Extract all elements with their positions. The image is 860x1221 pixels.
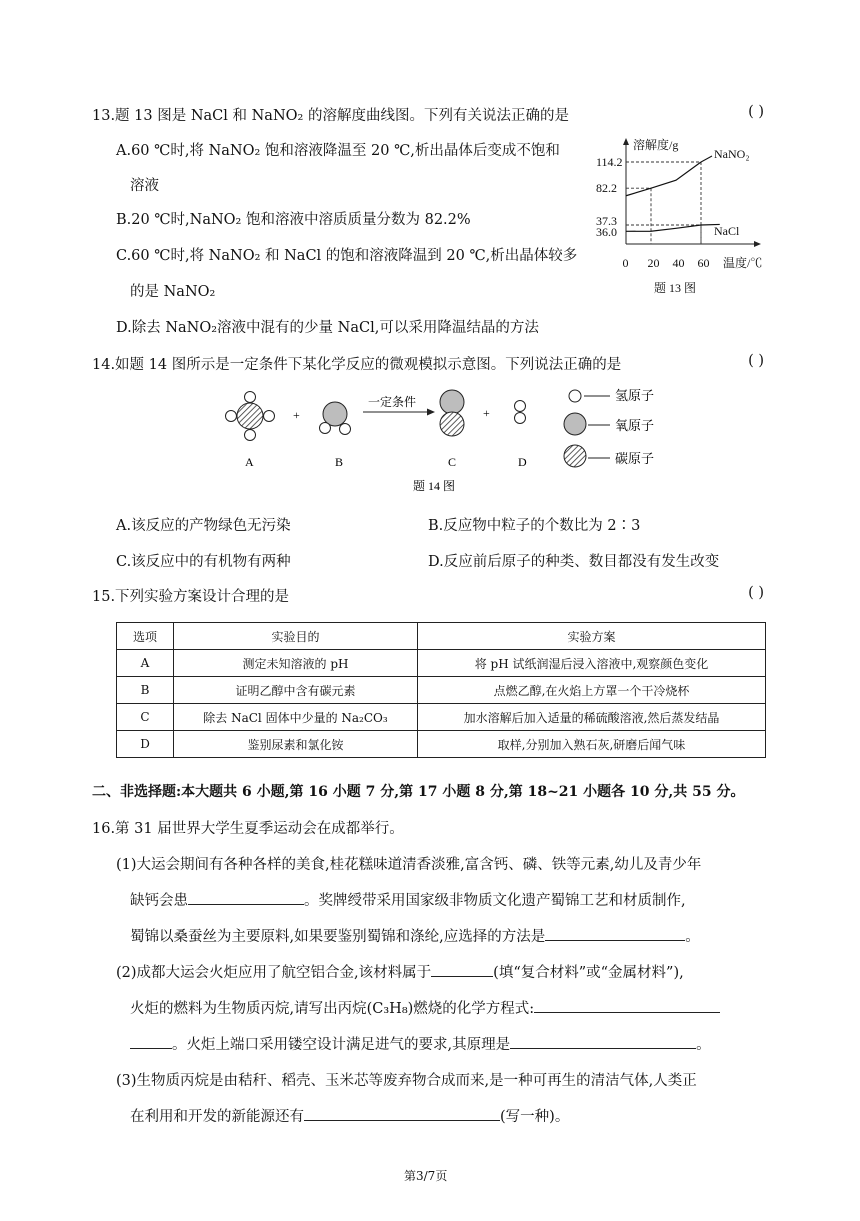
plus-sign-1: +: [293, 408, 300, 422]
table-cell: 加水溶解后加入适量的稀硫酸溶液,然后蒸发结晶: [418, 704, 766, 731]
table-row: [117, 677, 766, 704]
q16-part1-line2: [130, 889, 686, 910]
table-cell: D: [117, 731, 174, 758]
chart-x-tick-label: 0: [622, 256, 629, 270]
table-cell: 将 pH 试纸润湿后浸入溶液中,观察颜色变化: [418, 650, 766, 677]
chart-x-tick-label: 60: [697, 256, 710, 270]
label-d: D: [518, 455, 527, 469]
label-a: A: [245, 455, 254, 469]
table-cell: B: [117, 677, 174, 704]
table-cell: A: [117, 650, 174, 677]
q16-part3-text: 在利用和开发的新能源还有: [130, 1109, 304, 1125]
table-cell: 证明乙醇中含有碳元素: [174, 677, 418, 704]
q14-answer-paren: ( ): [748, 353, 764, 369]
table-cell: 鉴别尿素和氯化铵: [174, 731, 418, 758]
table-cell: 除去 NaCl 固体中少量的 Na₂CO₃: [174, 704, 418, 731]
molecule-d: [515, 401, 526, 424]
table-cell: C: [117, 704, 174, 731]
q13-stem: 13.题 13 图是 NaCl 和 NaNO₂ 的溶解度曲线图。下列有关说法正确的是: [92, 108, 569, 124]
q13-option-b: B.20 ℃时,NaNO₂ 饱和溶液中溶质质量分数为 82.2%: [116, 212, 471, 228]
chart-series-leader: [701, 156, 712, 162]
legend-hydrogen: 氢原子: [615, 388, 655, 403]
table-row: [117, 731, 766, 758]
q13-option-d: D.除去 NaNO₂溶液中混有的少量 NaCl,可以采用降温结晶的方法: [116, 320, 539, 336]
table-cell: 测定未知溶液的 pH: [174, 650, 418, 677]
answer-blank[interactable]: [545, 926, 685, 941]
chart-y-axis-label: 溶解度/g: [633, 138, 679, 152]
plus-sign-2: +: [483, 406, 490, 420]
chart-y-tick-label: 37.3: [596, 214, 617, 228]
q16-part2-line2: [130, 997, 720, 1018]
q16-part2-line3: [130, 1033, 711, 1054]
q16-part1-text: 缺钙会患: [130, 893, 188, 909]
section-2-title: 二、非选择题:本大题共 6 小题,第 16 小题 7 分,第 17 小题 8 分,第 18~21 小题各 10 分,共 55 分。: [92, 784, 745, 800]
chart-y-tick-label: 36.0: [596, 225, 617, 240]
q16-part1-line3: [130, 925, 700, 946]
table-row: [117, 704, 766, 731]
chart-series-line: [626, 224, 720, 231]
q16-part2-text: (填“复合材料”或“金属材料”),: [493, 965, 684, 981]
table-cell: 取样,分别加入熟石灰,研磨后闻气味: [418, 731, 766, 758]
q16-part2-text: (2)成都大运会火炬应用了航空铝合金,该材料属于: [116, 965, 432, 981]
chart-x-axis-label: 温度/℃: [723, 256, 763, 270]
chart-x-tick-label: 20: [647, 256, 660, 270]
label-c: C: [448, 455, 457, 469]
molecule-a: [226, 392, 275, 441]
q16-part2-text: 火炬的燃料为生物质丙烷,请写出丙烷(C₃H₈)燃烧的化学方程式:: [130, 1001, 535, 1017]
q15-stem: 15.下列实验方案设计合理的是: [92, 589, 290, 605]
header-plan: 实验方案: [418, 623, 766, 650]
q16-part1-text: 。: [685, 929, 700, 945]
answer-blank[interactable]: [188, 890, 304, 905]
label-b: B: [335, 455, 344, 469]
q16-part1-text: 蜀锦以桑蚕丝为主要原料,如果要鉴别蜀锦和涤纶,应选择的方法是: [130, 929, 546, 945]
atom-legend: [564, 388, 654, 467]
q13-option-a: A.60 ℃时,将 NaNO₂ 饱和溶液降温至 20 ℃,析出晶体后变成不饱和: [116, 143, 560, 159]
table-cell: 点燃乙醇,在火焰上方罩一个干冷烧杯: [418, 677, 766, 704]
q16-part3-text: (写一种)。: [500, 1109, 570, 1125]
q16-part2-line1: [116, 961, 684, 982]
q16-part2-text: 。: [696, 1037, 711, 1053]
reaction-condition: 一定条件: [368, 395, 417, 409]
q16-part3-line2: [130, 1105, 569, 1126]
q14-figure-caption: 题 14 图: [413, 479, 456, 493]
q16-part1-line1: (1)大运会期间有各种各样的美食,桂花糕味道清香淡雅,富含钙、磷、铁等元素,幼儿及青少年: [116, 857, 702, 873]
header-option: 选项: [117, 623, 174, 650]
legend-oxygen: 氧原子: [615, 418, 655, 433]
table-header-row: [117, 623, 766, 650]
legend-carbon: 碳原子: [615, 451, 655, 466]
chart-series-label: NaCl: [714, 224, 740, 238]
experiment-table: [116, 622, 766, 758]
q14-option-b: B.反应物中粒子的个数比为 2∶3: [428, 518, 641, 534]
q13-option-c: C.60 ℃时,将 NaNO₂ 和 NaCl 的饱和溶液降温到 20 ℃,析出晶体较多: [116, 248, 578, 264]
chart-guide-line: [626, 188, 651, 244]
chart-series-label: NaNO₂: [714, 147, 750, 161]
answer-blank[interactable]: [534, 998, 720, 1013]
q15-answer-paren: ( ): [748, 585, 764, 601]
q16-part2-text: 。火炬上端口采用镂空设计满足进气的要求,其原理是: [172, 1037, 511, 1053]
chart-y-tick-label: 114.2: [596, 155, 623, 169]
q16-part3-line1: (3)生物质丙烷是由秸秆、稻壳、玉米芯等废弃物合成而来,是一种可再生的清洁气体,人类正: [116, 1073, 697, 1089]
q16-stem: 16.第 31 届世界大学生夏季运动会在成都举行。: [92, 821, 404, 837]
q16-part1-text: 。奖牌绶带采用国家级非物质文化遗产蜀锦工艺和材质制作,: [304, 893, 686, 909]
chart-y-tick-label: 82.2: [596, 181, 617, 196]
page-number: 第3/7页: [404, 1169, 448, 1183]
answer-blank[interactable]: [304, 1106, 500, 1121]
chart-series-line: [626, 162, 701, 196]
q13-option-c-cont: 的是 NaNO₂: [130, 284, 216, 300]
answer-blank[interactable]: [510, 1034, 696, 1049]
q13-option-a-cont: 溶液: [130, 178, 159, 194]
header-purpose: 实验目的: [174, 623, 418, 650]
q13-answer-paren: ( ): [748, 104, 764, 120]
reaction-diagram: [215, 384, 685, 496]
answer-blank[interactable]: [130, 1034, 172, 1049]
table-row: [117, 650, 766, 677]
solubility-chart: [596, 134, 786, 304]
q13-figure-caption: 题 13 图: [654, 281, 697, 295]
q14-option-d: D.反应前后原子的种类、数目都没有发生改变: [428, 554, 720, 570]
answer-blank[interactable]: [431, 962, 493, 977]
molecule-b: [320, 402, 351, 435]
q14-stem: 14.如题 14 图所示是一定条件下某化学反应的微观模拟示意图。下列说法正确的是: [92, 357, 622, 373]
q14-option-c: C.该反应中的有机物有两种: [116, 554, 291, 570]
q14-option-a: A.该反应的产物绿色无污染: [116, 518, 291, 534]
chart-x-tick-label: 40: [672, 256, 685, 270]
molecule-c: [440, 390, 464, 436]
